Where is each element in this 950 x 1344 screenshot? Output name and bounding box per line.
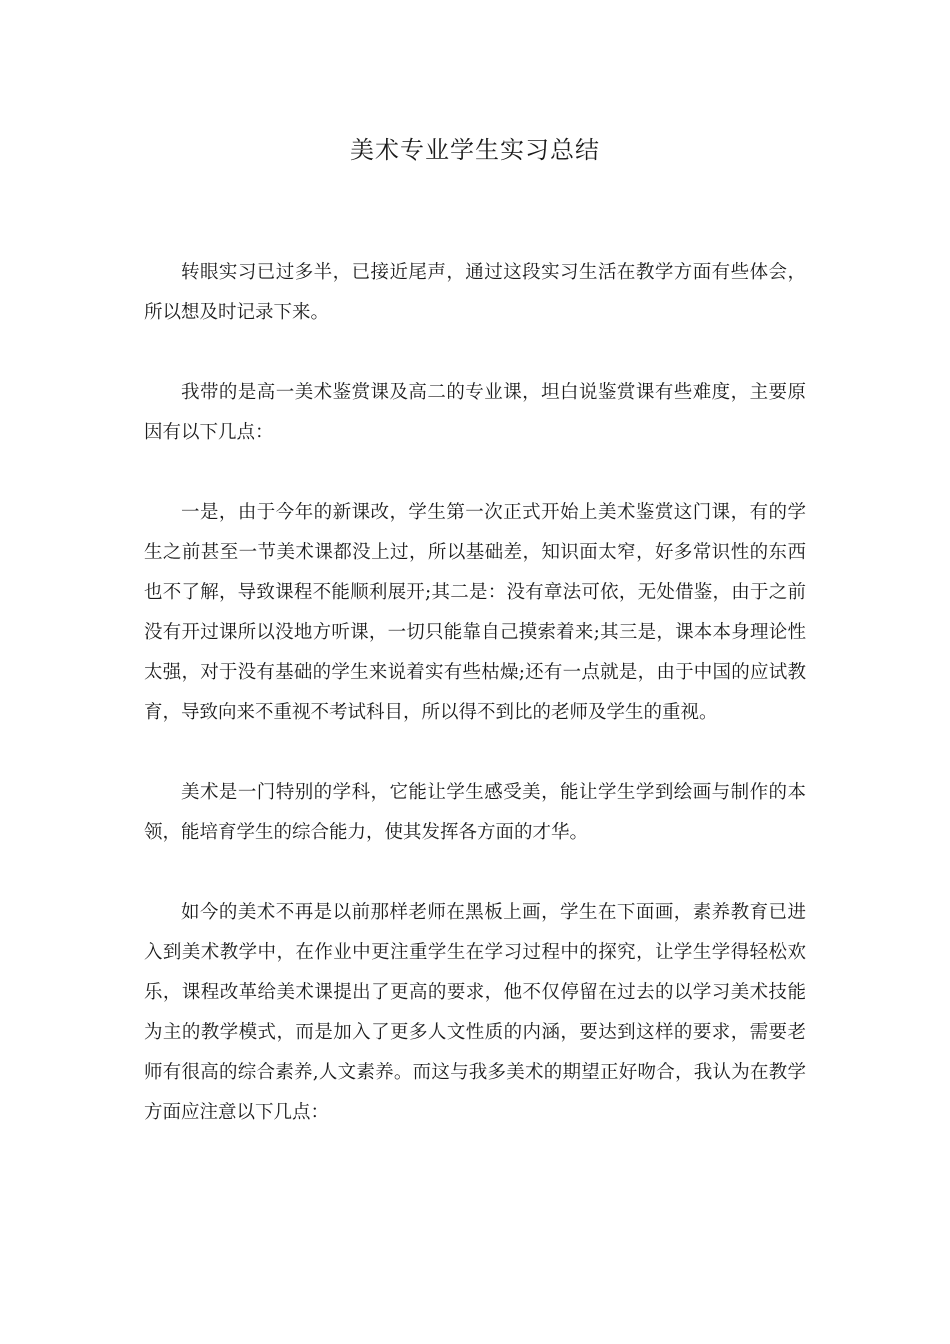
paragraph: 一是，由于今年的新课改，学生第一次正式开始上美术鉴赏这门课，有的学生之前甚至一节美术课都没上过，所以基础差，知识面太窄，好多常识性的东西也不了解，导致课程不能顺利展开;其二是：没有章法可依，无处借鉴，由于之前没有开过课所以没地方听课，一切只能靠自己摸索着来;其三是，课本本身理论性太强，对于没有基础的学生来说着实有些枯燥;还有一点就是，由于中国的应试教育，导致向来不重视不考试科目，所以得不到比的老师及学生的重视。 <box>144 502 806 723</box>
paragraph: 如今的美术不再是以前那样老师在黑板上画，学生在下面画，素养教育已进入到美术教学中，在作业中更注重学生在学习过程中的探究，让学生学得轻松欢乐，课程改革给美术课提出了更高的要求，他不仅停留在过去的以学习美术技能为主的教学模式，而是加入了更多人文性质的内涵，要达到这样的要求，需要老师有很高的综合素养,人文素养。而这与我多美术的期望正好吻合，我认为在教学方面应注意以下几点： <box>144 902 806 1123</box>
paragraph: 美术是一门特别的学科，它能让学生感受美，能让学生学到绘画与制作的本领，能培育学生的综合能力，使其发挥各方面的才华。 <box>144 782 806 843</box>
paragraph: 我带的是高一美术鉴赏课及高二的专业课，坦白说鉴赏课有些难度，主要原因有以下几点： <box>144 382 806 443</box>
document-title: 美术专业学生实习总结 <box>350 136 600 164</box>
document-body <box>144 253 806 1173</box>
paragraph: 转眼实习已过多半，已接近尾声，通过这段实习生活在教学方面有些体会，所以想及时记录下来。 <box>144 262 806 323</box>
